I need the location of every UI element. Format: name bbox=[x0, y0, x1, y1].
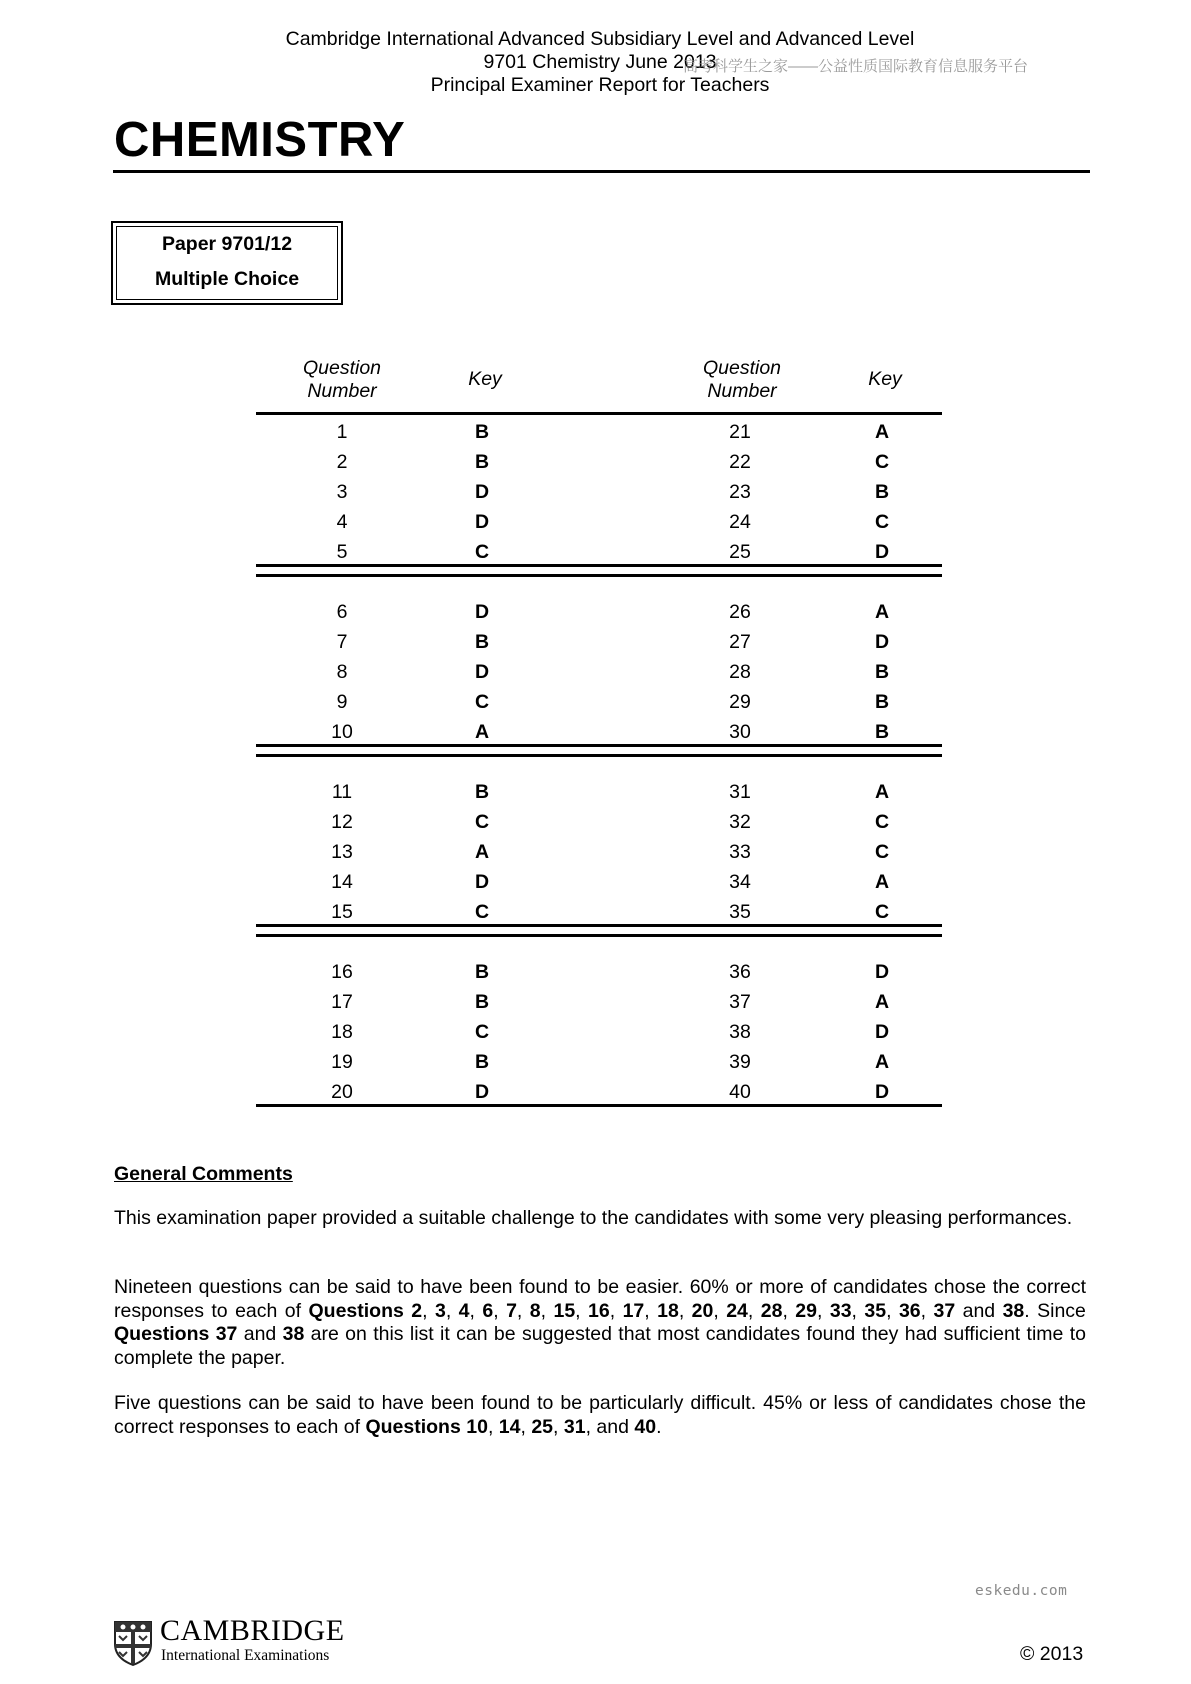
question-number: 6 bbox=[336, 601, 348, 623]
answer-key: A bbox=[474, 721, 490, 743]
question-number: 11 bbox=[331, 781, 353, 803]
answer-key: D bbox=[474, 481, 490, 503]
question-number: 22 bbox=[729, 451, 751, 473]
comment-text: , bbox=[553, 1415, 564, 1438]
answer-key: A bbox=[874, 601, 890, 623]
answer-key: C bbox=[474, 811, 490, 833]
question-number: 21 bbox=[729, 421, 751, 443]
question-number: 19 bbox=[331, 1051, 353, 1073]
answer-key: D bbox=[474, 511, 490, 533]
question-reference: 36 bbox=[898, 1299, 921, 1322]
answer-key: C bbox=[474, 1021, 490, 1043]
comment-text: . bbox=[656, 1415, 662, 1438]
paper-box bbox=[111, 221, 343, 305]
comment-text: , bbox=[851, 1299, 865, 1322]
answer-key: D bbox=[474, 601, 490, 623]
question-reference: 25 bbox=[531, 1415, 554, 1438]
table-group-bottom-rule bbox=[256, 924, 942, 927]
answer-key: A bbox=[874, 871, 890, 893]
comment-text: , bbox=[920, 1299, 934, 1322]
answer-key: A bbox=[474, 841, 490, 863]
question-reference: 3 bbox=[434, 1299, 446, 1322]
header-line-2: 9701 Chemistry June 2013 bbox=[483, 51, 717, 73]
question-number: 15 bbox=[331, 901, 353, 923]
question-reference: 18 bbox=[657, 1299, 679, 1322]
answer-key: C bbox=[874, 451, 890, 473]
paper-type: Multiple Choice bbox=[154, 268, 300, 290]
question-reference: 29 bbox=[795, 1299, 817, 1322]
comment-text: , bbox=[445, 1299, 459, 1322]
header-question-number-left: Question Number bbox=[302, 357, 382, 402]
answer-key: C bbox=[874, 511, 890, 533]
question-number: 20 bbox=[331, 1081, 353, 1103]
question-reference: 17 bbox=[622, 1299, 645, 1322]
question-reference: 14 bbox=[498, 1415, 521, 1438]
comment-paragraph-3 bbox=[114, 1392, 1086, 1439]
answer-key: B bbox=[874, 721, 890, 743]
table-group-top-rule bbox=[256, 934, 942, 937]
answer-key: B bbox=[474, 451, 490, 473]
question-number: 13 bbox=[331, 841, 353, 863]
question-number: 18 bbox=[331, 1021, 353, 1043]
question-reference: Questions 2 bbox=[308, 1299, 423, 1322]
question-number: 40 bbox=[729, 1081, 751, 1103]
answer-key: D bbox=[874, 1021, 890, 1043]
header-line-3: Principal Examiner Report for Teachers bbox=[430, 74, 770, 96]
answer-key: C bbox=[874, 811, 890, 833]
comment-text: are on this list it can be suggested that most candidates found they had sufficient time to complete the paper. bbox=[114, 1323, 1086, 1369]
question-reference: 24 bbox=[726, 1299, 748, 1322]
answer-key: D bbox=[474, 661, 490, 683]
question-number: 2 bbox=[336, 451, 348, 473]
answer-key: B bbox=[474, 421, 490, 443]
question-number: 14 bbox=[331, 871, 353, 893]
question-number: 8 bbox=[336, 661, 348, 683]
comment-text: , bbox=[487, 1415, 499, 1438]
question-number: 29 bbox=[729, 691, 751, 713]
page-title: CHEMISTRY bbox=[114, 113, 406, 167]
question-number: 10 bbox=[331, 721, 353, 743]
table-group-top-rule bbox=[256, 754, 942, 757]
copyright: © 2013 bbox=[1020, 1643, 1084, 1665]
answer-key: C bbox=[474, 901, 490, 923]
question-number: 25 bbox=[729, 541, 751, 563]
question-number: 33 bbox=[729, 841, 751, 863]
answer-key: D bbox=[874, 961, 890, 983]
answer-key: B bbox=[874, 661, 890, 683]
comment-text: , bbox=[713, 1299, 727, 1322]
question-reference: 4 bbox=[458, 1299, 470, 1322]
question-number: 38 bbox=[729, 1021, 751, 1043]
answer-key: D bbox=[874, 541, 890, 563]
cambridge-logo-word: CAMBRIDGE bbox=[160, 1614, 345, 1647]
paper-number: Paper 9701/12 bbox=[161, 233, 293, 255]
comment-paragraph-1: This examination paper provided a suitable challenge to the candidates with some very pleasing performances. bbox=[114, 1207, 1073, 1229]
question-reference: 16 bbox=[588, 1299, 610, 1322]
answer-key: D bbox=[874, 1081, 890, 1103]
comment-text: , bbox=[422, 1299, 435, 1322]
answer-key: C bbox=[474, 541, 490, 563]
table-group-bottom-rule bbox=[256, 1104, 942, 1107]
question-number: 17 bbox=[331, 991, 353, 1013]
answer-key: A bbox=[874, 781, 890, 803]
answer-key: B bbox=[874, 691, 890, 713]
question-number: 35 bbox=[729, 901, 751, 923]
question-number: 9 bbox=[336, 691, 348, 713]
question-number: 16 bbox=[331, 961, 353, 983]
question-number: 37 bbox=[729, 991, 751, 1013]
answer-key: B bbox=[474, 991, 490, 1013]
question-number: 26 bbox=[729, 601, 751, 623]
comment-text: , bbox=[469, 1299, 483, 1322]
header-line-1: Cambridge International Advanced Subsidiary Level and Advanced Level bbox=[285, 28, 915, 50]
question-reference: 15 bbox=[553, 1299, 576, 1322]
question-number: 7 bbox=[336, 631, 348, 653]
answer-key: D bbox=[474, 871, 490, 893]
comment-text: Nineteen questions can be said to have been found to be easier. 60% or more of candidates chose the correct responses to each of bbox=[114, 1276, 1086, 1322]
answer-key: B bbox=[474, 961, 490, 983]
header-key-right: Key bbox=[868, 368, 902, 390]
comment-text: , bbox=[747, 1299, 761, 1322]
table-group-bottom-rule bbox=[256, 564, 942, 567]
answer-key: C bbox=[874, 901, 890, 923]
question-reference: 20 bbox=[691, 1299, 714, 1322]
answer-key: B bbox=[874, 481, 890, 503]
question-reference: 33 bbox=[829, 1299, 852, 1322]
question-number: 30 bbox=[729, 721, 751, 743]
comment-text: , bbox=[575, 1299, 589, 1322]
answer-key: B bbox=[474, 631, 490, 653]
table-group-bottom-rule bbox=[256, 744, 942, 747]
cambridge-shield-icon bbox=[113, 1620, 153, 1666]
answer-key: B bbox=[474, 781, 490, 803]
paper-box-inner bbox=[116, 226, 338, 300]
comment-text: , bbox=[609, 1299, 623, 1322]
answer-key: B bbox=[474, 1051, 490, 1073]
answer-key: C bbox=[874, 841, 890, 863]
answer-key: D bbox=[474, 1081, 490, 1103]
question-reference: Questions 37 bbox=[114, 1323, 238, 1345]
comment-text: , bbox=[817, 1299, 830, 1322]
question-reference: 7 bbox=[506, 1299, 517, 1322]
table-group-top-rule bbox=[256, 574, 942, 577]
comment-text: , and bbox=[585, 1415, 635, 1438]
comment-text: , bbox=[886, 1299, 899, 1322]
question-number: 27 bbox=[729, 631, 751, 653]
question-reference: 40 bbox=[634, 1415, 657, 1438]
question-number: 23 bbox=[729, 481, 751, 503]
comment-text: , bbox=[644, 1299, 658, 1322]
question-number: 1 bbox=[336, 421, 348, 443]
question-reference: 8 bbox=[529, 1299, 541, 1322]
answer-key: D bbox=[874, 631, 890, 653]
header-question-number-right: Question Number bbox=[702, 357, 782, 402]
comment-text: , bbox=[540, 1299, 554, 1322]
question-number: 39 bbox=[729, 1051, 751, 1073]
site-watermark: eskedu.com bbox=[975, 1583, 1068, 1599]
question-reference: Questions 10 bbox=[365, 1415, 488, 1438]
question-reference: 31 bbox=[563, 1415, 586, 1438]
question-number: 31 bbox=[729, 781, 751, 803]
comment-text: Five questions can be said to have been found to be particularly difficult. 45% or less of candidates chose the correct responses to each of bbox=[114, 1392, 1086, 1438]
title-rule bbox=[113, 170, 1090, 173]
comment-text: , bbox=[520, 1415, 532, 1438]
question-reference: 38 bbox=[282, 1323, 305, 1345]
table-header-rule bbox=[256, 412, 942, 415]
watermark-text: 高考科学生之家——公益性质国际教育信息服务平台 bbox=[683, 58, 1029, 75]
question-reference: 35 bbox=[864, 1299, 887, 1322]
general-comments-heading: General Comments bbox=[114, 1163, 293, 1185]
comment-text: . Since bbox=[1024, 1299, 1086, 1322]
comment-text: and bbox=[955, 1299, 1003, 1322]
question-number: 12 bbox=[331, 811, 353, 833]
question-number: 32 bbox=[729, 811, 751, 833]
question-reference: 28 bbox=[760, 1299, 783, 1322]
question-reference: 38 bbox=[1002, 1299, 1025, 1322]
question-number: 36 bbox=[729, 961, 751, 983]
question-number: 28 bbox=[729, 661, 751, 683]
answer-key: A bbox=[874, 991, 890, 1013]
answer-key: C bbox=[474, 691, 490, 713]
question-reference: 37 bbox=[933, 1299, 956, 1322]
answer-key: A bbox=[874, 1051, 890, 1073]
question-number: 4 bbox=[336, 511, 348, 533]
question-reference: 6 bbox=[482, 1299, 494, 1322]
comment-paragraph-2 bbox=[114, 1276, 1086, 1370]
comment-text: and bbox=[237, 1323, 283, 1345]
question-number: 34 bbox=[729, 871, 751, 893]
comment-text: , bbox=[782, 1299, 796, 1322]
question-number: 5 bbox=[336, 541, 348, 563]
answer-key: A bbox=[874, 421, 890, 443]
comment-text: , bbox=[678, 1299, 692, 1322]
header-key-left: Key bbox=[468, 368, 502, 390]
comment-text: , bbox=[493, 1299, 507, 1322]
cambridge-logo-subtitle: International Examinations bbox=[161, 1647, 330, 1664]
question-number: 3 bbox=[336, 481, 348, 503]
comment-text: , bbox=[516, 1299, 530, 1322]
question-number: 24 bbox=[729, 511, 751, 533]
